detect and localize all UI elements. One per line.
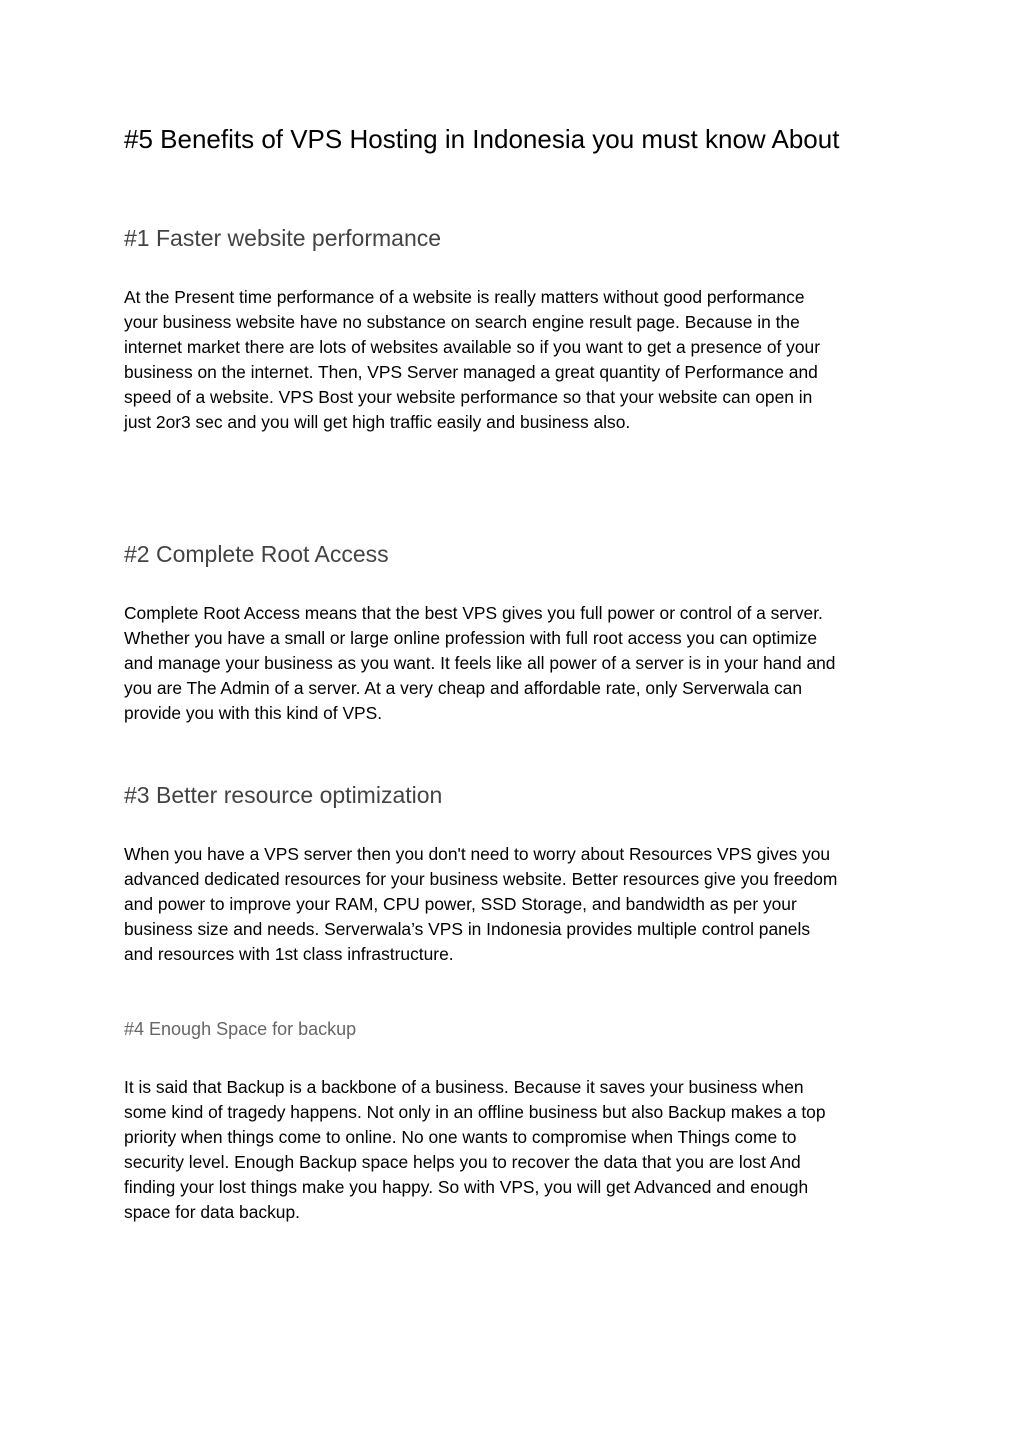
paragraph-line: internet market there are lots of websites available so if you want to get a presence of your xyxy=(124,337,820,357)
paragraph-line: advanced dedicated resources for your business website. Better resources give you freedom xyxy=(124,869,838,889)
paragraph-line: and resources with 1st class infrastructure. xyxy=(124,944,454,964)
paragraph-line: business size and needs. Serverwala’s VPS in Indonesia provides multiple control panels xyxy=(124,919,811,939)
paragraph-line: priority when things come to online. No one wants to compromise when Things come to xyxy=(124,1127,797,1147)
paragraph-line: some kind of tragedy happens. Not only in an offline business but also Backup makes a top xyxy=(124,1102,826,1122)
section-heading-root-access: #2 Complete Root Access xyxy=(124,541,389,567)
section-heading-faster-performance: #1 Faster website performance xyxy=(124,225,442,251)
paragraph-line: and manage your business as you want. It feels like all power of a server is in your hand and xyxy=(124,653,836,673)
paragraph-line: When you have a VPS server then you don't need to worry about Resources VPS gives you xyxy=(124,844,831,864)
section-paragraph-resource-optimization xyxy=(124,842,914,967)
section-paragraph-root-access xyxy=(124,601,914,726)
paragraph-line: At the Present time performance of a website is really matters without good performance xyxy=(124,287,805,307)
paragraph-line: It is said that Backup is a backbone of a business. Because it saves your business when xyxy=(124,1077,804,1097)
section-paragraph-backup-space xyxy=(124,1075,914,1225)
paragraph-line: Whether you have a small or large online profession with full root access you can optimize xyxy=(124,628,818,648)
paragraph-line: space for data backup. xyxy=(124,1202,300,1222)
paragraph-line: provide you with this kind of VPS. xyxy=(124,703,383,723)
paragraph-line: just 2or3 sec and you will get high traffic easily and business also. xyxy=(124,412,631,432)
paragraph-line: your business website have no substance on search engine result page. Because in the xyxy=(124,312,800,332)
section-paragraph-faster-performance xyxy=(124,285,914,435)
paragraph-line: speed of a website. VPS Bost your website performance so that your website can open in xyxy=(124,387,813,407)
paragraph-line: you are The Admin of a server. At a very cheap and affordable rate, only Serverwala can xyxy=(124,678,802,698)
section-heading-resource-optimization: #3 Better resource optimization xyxy=(124,782,443,808)
paragraph-line: and power to improve your RAM, CPU power, SSD Storage, and bandwidth as per your xyxy=(124,894,797,914)
paragraph-line: finding your lost things make you happy. So with VPS, you will get Advanced and enough xyxy=(124,1177,809,1197)
page-title: #5 Benefits of VPS Hosting in Indonesia you must know About xyxy=(124,124,840,154)
section-heading-backup-space: #4 Enough Space for backup xyxy=(124,1019,357,1039)
paragraph-line: Complete Root Access means that the best VPS gives you full power or control of a server. xyxy=(124,603,823,623)
paragraph-line: security level. Enough Backup space helps you to recover the data that you are lost And xyxy=(124,1152,801,1172)
paragraph-line: business on the internet. Then, VPS Server managed a great quantity of Performance and xyxy=(124,362,818,382)
